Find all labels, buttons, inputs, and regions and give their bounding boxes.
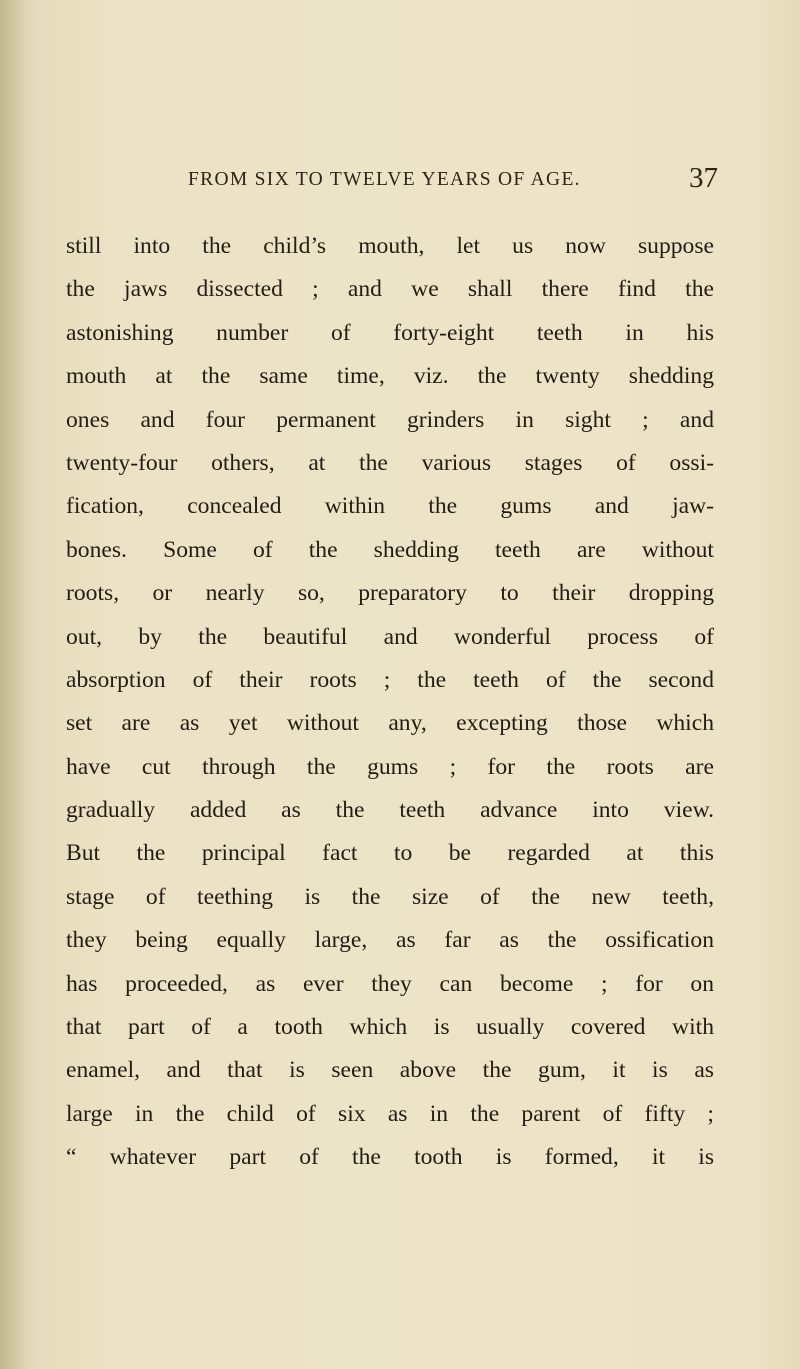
text-line: large in the child of six as in the parent of fifty ; (66, 1100, 714, 1127)
text-line: bones. Some of the shedding teeth are without (66, 536, 714, 563)
text-line: has proceeded, as ever they can become ; for on (66, 970, 714, 997)
text-line: But the principal fact to be regarded at this (66, 840, 714, 867)
text-line: ones and four permanent grinders in sight ; and (66, 406, 714, 433)
text-line: fication, concealed within the gums and jaw- (66, 493, 714, 520)
text-line: twenty-four others, at the various stages of ossi- (66, 449, 714, 476)
text-line: the jaws dissected ; and we shall there find the (66, 276, 714, 303)
body-paragraph (66, 225, 714, 1180)
text-line: that part of a tooth which is usually covered with (66, 1014, 714, 1041)
text-line: gradually added as the teeth advance into view. (66, 797, 714, 824)
text-line: have cut through the gums ; for the roots are (66, 753, 714, 780)
text-line: “ whatever part of the tooth is formed, it is (66, 1144, 714, 1171)
text-line: out, by the beautiful and wonderful process of (66, 623, 714, 650)
text-line: roots, or nearly so, preparatory to their dropping (66, 580, 714, 607)
text-line: enamel, and that is seen above the gum, it is as (66, 1057, 714, 1084)
page-number: 37 (689, 162, 718, 194)
text-line: still into the child’s mouth, let us now suppose (66, 233, 714, 259)
running-head (188, 163, 718, 193)
binding-gutter-shadow (0, 0, 28, 1369)
text-line: absorption of their roots ; the teeth of the second (66, 666, 714, 693)
text-line: set are as yet without any, excepting those which (66, 710, 714, 737)
text-line: they being equally large, as far as the ossification (66, 927, 714, 954)
text-line: mouth at the same time, viz. the twenty shedding (66, 363, 714, 390)
text-line: stage of teething is the size of the new teeth, (66, 883, 714, 910)
running-head-title: FROM SIX TO TWELVE YEARS OF AGE. (188, 169, 581, 190)
text-line: astonishing number of forty-eight teeth in his (66, 319, 714, 346)
